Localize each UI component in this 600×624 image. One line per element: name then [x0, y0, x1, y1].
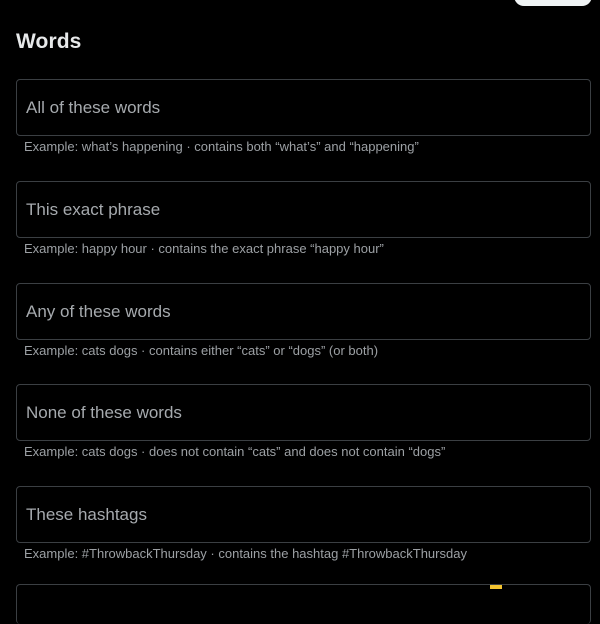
section-title: Words: [16, 30, 82, 53]
exact-phrase-input[interactable]: [17, 182, 590, 237]
hashtags-hint: Example: #ThrowbackThursday · contains the hashtag #ThrowbackThursday: [24, 546, 467, 561]
exact-phrase-field[interactable]: [16, 181, 591, 238]
none-words-input[interactable]: [17, 385, 590, 440]
exact-phrase-hint: Example: happy hour · contains the exact phrase “happy hour”: [24, 241, 384, 256]
any-words-field[interactable]: [16, 283, 591, 340]
any-words-input[interactable]: [17, 284, 590, 339]
all-words-field[interactable]: [16, 79, 591, 136]
all-words-hint: Example: what’s happening · contains both “what’s” and “happening”: [24, 139, 419, 154]
hashtags-field[interactable]: [16, 486, 591, 543]
hashtags-input[interactable]: [17, 487, 590, 542]
all-words-input[interactable]: [17, 80, 590, 135]
none-words-field[interactable]: [16, 384, 591, 441]
top-strip: [0, 0, 600, 8]
bottom-decoration: [490, 585, 502, 589]
top-action-button[interactable]: [514, 0, 592, 6]
none-words-hint: Example: cats dogs · does not contain “cats” and does not contain “dogs”: [24, 444, 446, 459]
any-words-hint: Example: cats dogs · contains either “cats” or “dogs” (or both): [24, 343, 379, 358]
next-field[interactable]: [16, 584, 591, 624]
